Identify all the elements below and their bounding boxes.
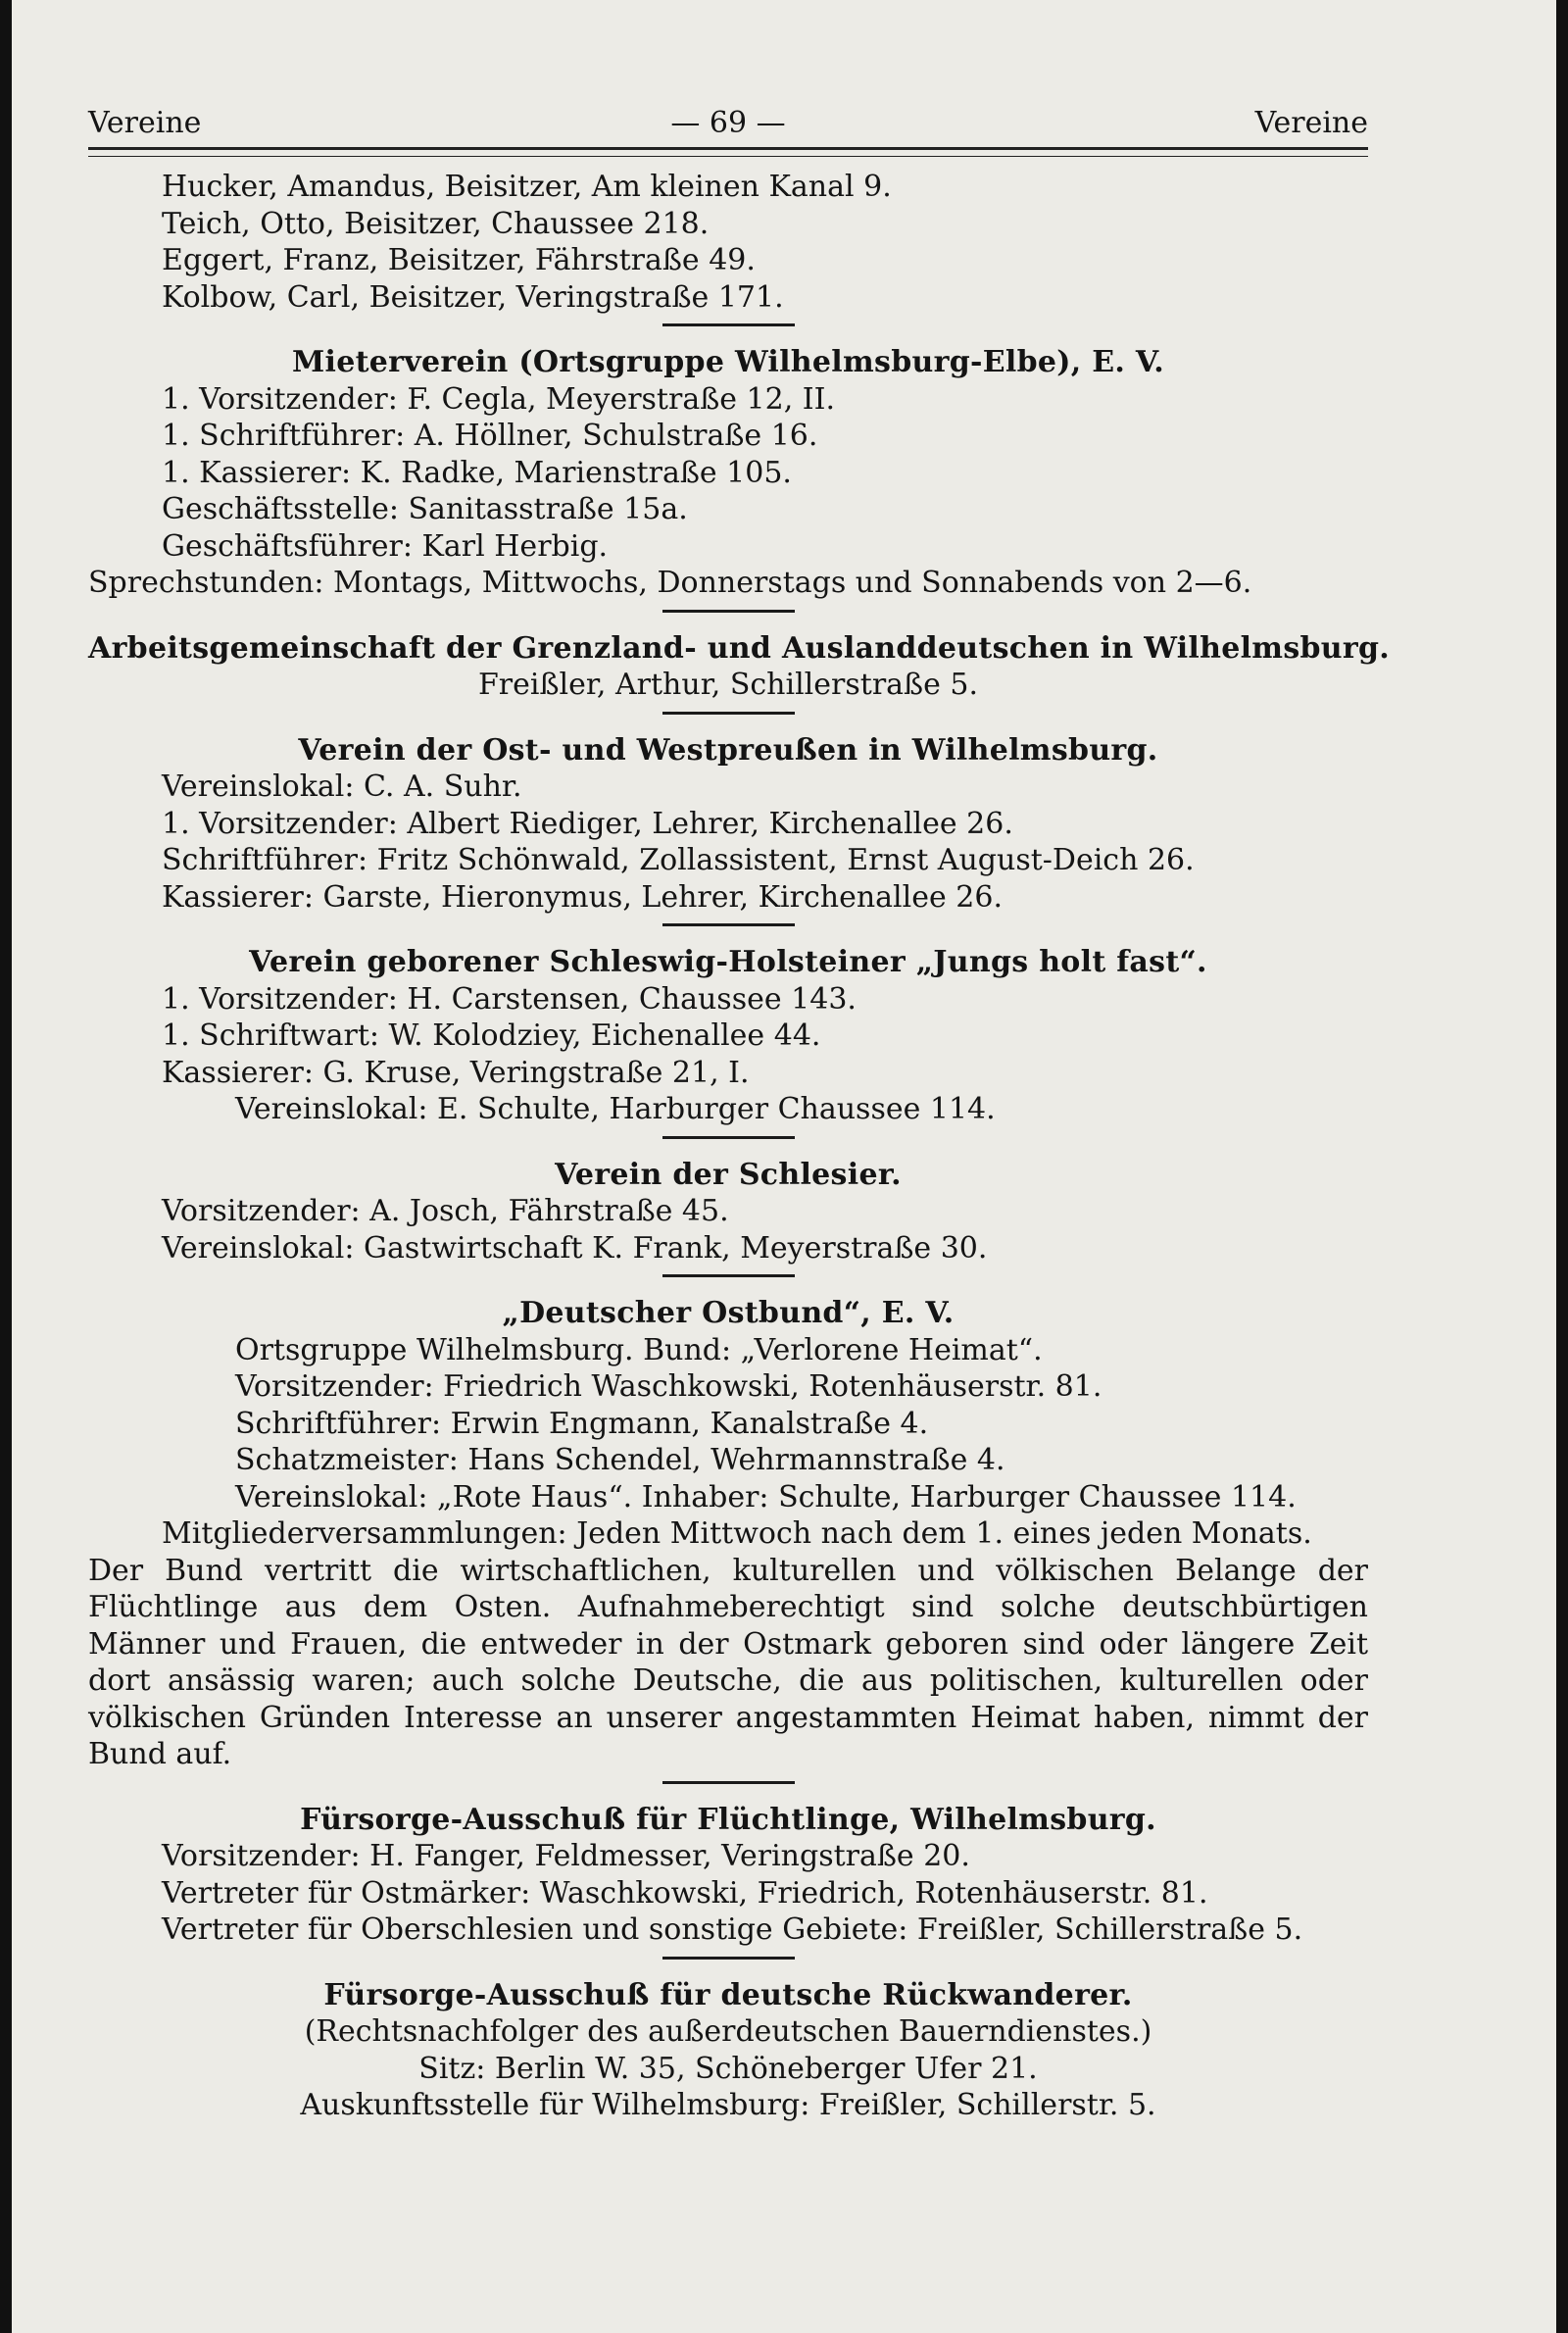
list-item: Vorsitzender: Friedrich Waschkowski, Rotenhäuserstr. 81. bbox=[235, 1369, 1102, 1404]
office-hours: Sprechstunden: Montags, Mittwochs, Donnerstags und Sonnabends von 2—6. bbox=[88, 566, 1252, 600]
running-head-left: Vereine bbox=[88, 106, 202, 140]
meeting-note: Mitgliederversammlungen: Jeden Mittwoch nach dem 1. eines jeden Monats. bbox=[162, 1516, 1312, 1551]
list-item: (Rechtsnachfolger des außerdeutschen Bauerndienstes.) bbox=[304, 2014, 1152, 2049]
section-ostwestpreussen bbox=[88, 732, 1368, 917]
list-item: Vereinslokal: „Rote Haus“. Inhaber: Schulte, Harburger Chaussee 114. bbox=[235, 1479, 1297, 1514]
section-title: Verein geborener Schleswig-Holsteiner „Jungs holt fast“. bbox=[249, 945, 1207, 979]
list-item: Hucker, Amandus, Beisitzer, Am kleinen Kanal 9. bbox=[162, 170, 892, 204]
list-item: Geschäftsstelle: Sanitasstraße 15a. bbox=[162, 492, 688, 526]
section-ostbund bbox=[88, 1295, 1368, 1773]
list-item: Sitz: Berlin W. 35, Schöneberger Ufer 21. bbox=[418, 2051, 1038, 2086]
section-divider bbox=[662, 1136, 795, 1139]
section-divider bbox=[662, 712, 795, 715]
list-item: Vorsitzender: A. Josch, Fährstraße 45. bbox=[162, 1194, 729, 1228]
list-item: 1. Kassierer: K. Radke, Marienstraße 105. bbox=[162, 455, 792, 490]
page bbox=[12, 0, 1556, 2333]
section-title: Verein der Schlesier. bbox=[555, 1157, 902, 1192]
section-rueckwanderer bbox=[88, 1977, 1368, 2124]
page-number: — 69 — bbox=[670, 106, 786, 140]
list-item: 1. Vorsitzender: F. Cegla, Meyerstraße 12, II. bbox=[162, 381, 836, 417]
list-item: Vereinslokal: E. Schulte, Harburger Chaussee 114. bbox=[235, 1092, 996, 1126]
list-item: Vereinslokal: C. A. Suhr. bbox=[162, 769, 522, 804]
list-item: Auskunftsstelle für Wilhelmsburg: Freißler, Schillerstr. 5. bbox=[300, 2088, 1156, 2122]
list-item: Kolbow, Carl, Beisitzer, Veringstraße 171. bbox=[162, 279, 784, 315]
list-item: Geschäftsführer: Karl Herbig. bbox=[162, 528, 609, 564]
section-title: Arbeitsgemeinschaft der Grenzland- und Auslanddeutschen in Wilhelmsburg. bbox=[88, 630, 1391, 666]
section-divider bbox=[662, 323, 795, 326]
list-item: Ortsgruppe Wilhelmsburg. Bund: „Verlorene Heimat“. bbox=[235, 1332, 1043, 1367]
section-mieterverein bbox=[88, 344, 1368, 602]
section-title: Fürsorge-Ausschuß für Flüchtlinge, Wilhelmsburg. bbox=[300, 1802, 1156, 1837]
list-item: Vertreter für Oberschlesien und sonstige Gebiete: Freißler, Schillerstraße 5. bbox=[162, 1912, 1303, 1947]
section-fluechtlinge bbox=[88, 1802, 1368, 1949]
list-item: Eggert, Franz, Beisitzer, Fährstraße 49. bbox=[162, 243, 756, 277]
list-item: 1. Vorsitzender: Albert Riediger, Lehrer, Kirchenallee 26. bbox=[162, 806, 1013, 841]
list-item: Freißler, Arthur, Schillerstraße 5. bbox=[477, 668, 978, 702]
section-divider bbox=[662, 1957, 795, 1960]
list-item: Kassierer: G. Kruse, Veringstraße 21, I. bbox=[162, 1055, 750, 1090]
beisitzer-list bbox=[88, 169, 1368, 316]
list-item: Schriftführer: Fritz Schönwald, Zollassistent, Ernst August-Deich 26. bbox=[162, 843, 1195, 877]
section-title: Verein der Ost- und Westpreußen in Wilhelmsburg. bbox=[298, 732, 1158, 768]
section-title: Fürsorge-Ausschuß für deutsche Rückwanderer. bbox=[323, 1977, 1133, 2012]
list-item: Teich, Otto, Beisitzer, Chaussee 218. bbox=[162, 206, 710, 241]
section-divider bbox=[662, 1781, 795, 1784]
list-item: 1. Vorsitzender: H. Carstensen, Chaussee 143. bbox=[162, 981, 857, 1017]
section-title: „Deutscher Ostbund“, E. V. bbox=[502, 1296, 955, 1330]
list-item: 1. Schriftführer: A. Höllner, Schulstraße 16. bbox=[162, 419, 818, 453]
section-divider bbox=[662, 610, 795, 613]
list-item: Vereinslokal: Gastwirtschaft K. Frank, Meyerstraße 30. bbox=[162, 1230, 988, 1266]
list-item: Schatzmeister: Hans Schendel, Wehrmannstraße 4. bbox=[235, 1443, 1005, 1477]
page-content bbox=[88, 169, 1391, 2124]
running-head-right: Vereine bbox=[1254, 106, 1368, 140]
list-item: Schriftführer: Erwin Engmann, Kanalstraße 4. bbox=[235, 1406, 929, 1441]
header-rule bbox=[88, 147, 1368, 157]
section-schlesier bbox=[88, 1157, 1368, 1267]
section-divider bbox=[662, 1274, 795, 1277]
list-item: Vertreter für Ostmärker: Waschkowski, Friedrich, Rotenhäuserstr. 81. bbox=[162, 1875, 1208, 1911]
section-title: Mieterverein (Ortsgruppe Wilhelmsburg-Elbe), E. V. bbox=[291, 345, 1164, 379]
section-schleswig-holsteiner bbox=[88, 944, 1368, 1128]
list-item: Vorsitzender: H. Fanger, Feldmesser, Veringstraße 20. bbox=[162, 1839, 970, 1873]
list-item: Kassierer: Garste, Hieronymus, Lehrer, Kirchenallee 26. bbox=[162, 879, 1003, 915]
list-item: 1. Schriftwart: W. Kolodziey, Eichenallee 44. bbox=[162, 1018, 821, 1053]
section-divider bbox=[662, 923, 795, 926]
page-header bbox=[88, 106, 1368, 145]
body-paragraph: Der Bund vertritt die wirtschaftlichen, kulturellen und völkischen Belange der Flüchtlinge aus dem Osten. Aufnahmeberechtigt sind solche deutschbürtigen Männer und Frauen, die entweder in der Ostmark geboren sind oder längere Zeit dort ansässig waren; auch solche Deutsche, die aus politischen, kulturellen oder völkischen Gründen Interesse an unserer angestammten Heimat haben, nimmt der Bund auf. bbox=[88, 1553, 1368, 1771]
section-arbeitsgemeinschaft bbox=[88, 630, 1391, 704]
